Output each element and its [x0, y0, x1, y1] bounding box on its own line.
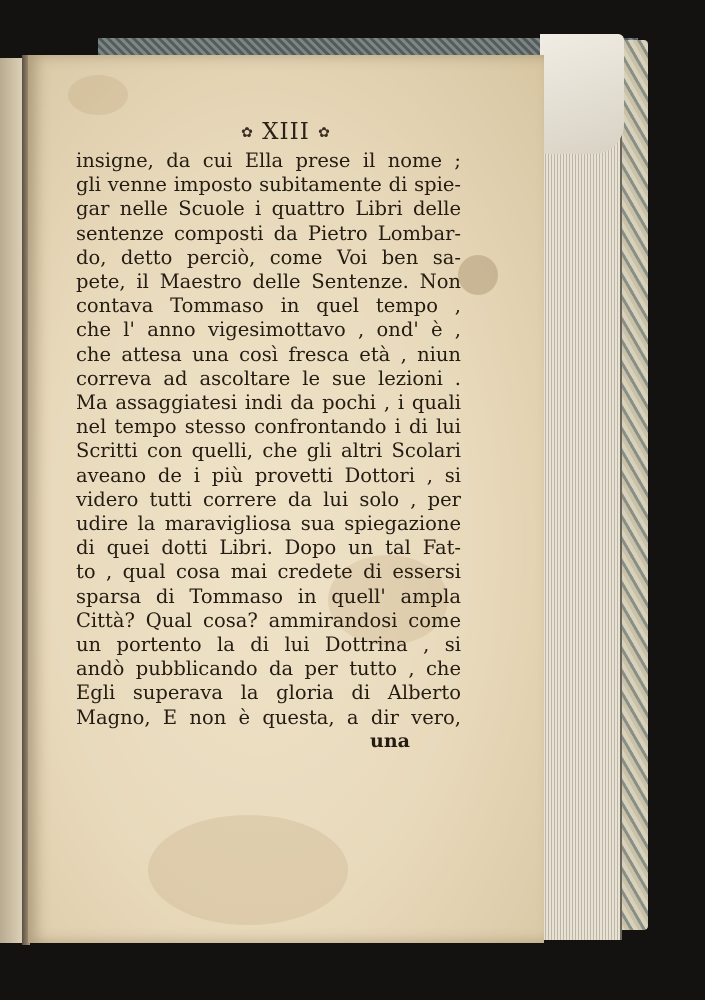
text-line: sparsa di Tommaso in quell' ampla: [76, 584, 461, 608]
text-line: Magno, E non è questa, a dir vero,: [76, 705, 461, 729]
page-stain: [68, 75, 128, 115]
text-line: insigne, da cui Ella prese il nome ;: [76, 149, 461, 172]
catchword: una: [370, 730, 410, 752]
text-line: di quei dotti Libri. Dopo un tal Fat-: [76, 536, 461, 560]
page-number: XIII: [262, 119, 310, 145]
body-text: [76, 149, 461, 730]
text-line: gli venne imposto subitamente di spie-: [76, 173, 461, 197]
text-line: videro tutti correre da lui solo , per: [76, 487, 461, 511]
text-line: che l' anno vigesimottavo , ond' è ,: [76, 318, 461, 342]
page-stain: [458, 255, 498, 295]
page-stain: [148, 815, 348, 925]
text-line: Egli superava la gloria di Alberto: [76, 681, 461, 705]
page-block-edges: [540, 52, 622, 940]
text-line: sentenze composti da Pietro Lombar-: [76, 221, 461, 245]
text-line: gar nelle Scuole i quattro Libri delle: [76, 197, 461, 221]
curled-page-corner: [540, 34, 624, 154]
text-line: pete, il Maestro delle Sentenze. Non: [76, 270, 461, 294]
text-line: andò pubblicando da per tutto , che: [76, 657, 461, 681]
text-line: correva ad ascoltare le sue lezioni .: [76, 366, 461, 390]
text-line: to , qual cosa mai credete di essersi: [76, 560, 461, 584]
text-line: contava Tommaso in quel tempo ,: [76, 294, 461, 318]
book-page: [28, 55, 544, 943]
text-line: un portento la di lui Dottrina , si: [76, 633, 461, 657]
text-line: do, detto perciò, come Voi ben sa-: [76, 245, 461, 269]
page-number-header: [28, 119, 544, 145]
text-line: aveano de i più provetti Dottori , si: [76, 463, 461, 487]
text-line: Scritti con quelli, che gli altri Scolari: [76, 439, 461, 463]
text-line: che attesa una così fresca età , niun: [76, 342, 461, 366]
text-line: nel tempo stesso confrontando i di lui: [76, 415, 461, 439]
header-ornament-right-icon: ✿: [318, 125, 331, 141]
text-line: udire la maravigliosa sua spiegazione: [76, 512, 461, 536]
text-line: Città? Qual cosa? ammirandosi come: [76, 608, 461, 632]
text-line: Ma assaggiatesi indi da pochi , i quali: [76, 391, 461, 415]
header-ornament-left-icon: ✿: [241, 125, 254, 141]
